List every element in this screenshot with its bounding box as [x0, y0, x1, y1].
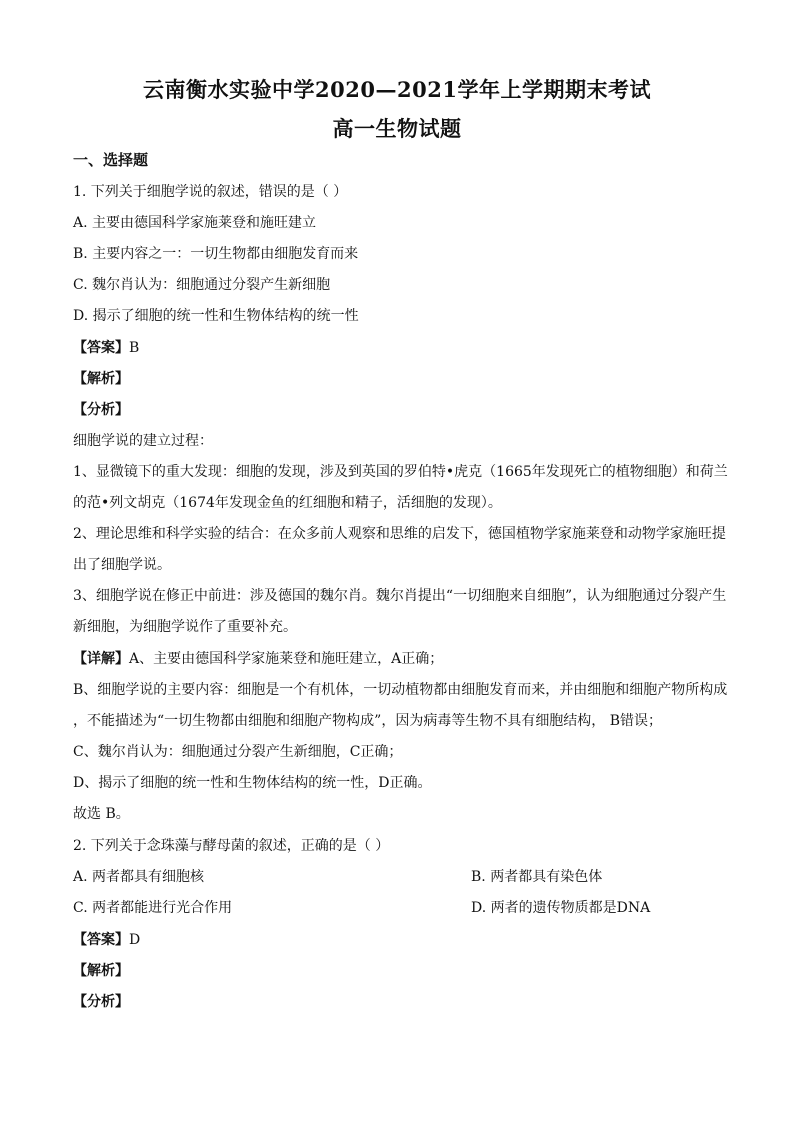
answer-value: B: [129, 340, 140, 356]
q1-detail-line: C、魏尔肖认为：细胞通过分裂产生新细胞，C正确；: [73, 744, 403, 760]
q1-option-d: D. 揭示了细胞的统一性和生物体结构的统一性: [73, 308, 359, 324]
q1-conclusion: 故选 B。: [73, 806, 130, 822]
q1-analysis-line: 3、细胞学说在修正中前进：涉及德国的魏尔肖。魏尔肖提出“一切细胞来自细胞”，认为细胞通过分裂产生: [73, 588, 727, 604]
q2-jiexi-tag: 【解析】: [73, 963, 129, 979]
q1-analysis-line: 的范•列文胡克（1674年发现金鱼的红细胞和精子，活细胞的发现）。: [73, 495, 502, 511]
q1-detail-first: [73, 649, 723, 669]
q1-option-c: C. 魏尔肖认为：细胞通过分裂产生新细胞: [73, 277, 331, 293]
answer-tag: 【答案】: [73, 932, 129, 948]
detail-tag: 【详解】: [73, 651, 129, 667]
q1-detail-line: D、揭示了细胞的统一性和生物体结构的统一性，D正确。: [73, 775, 432, 791]
q1-answer: [73, 338, 723, 358]
answer-tag: 【答案】: [73, 340, 129, 356]
detail-text: A、主要由德国科学家施莱登和施旺建立，A正确；: [129, 651, 444, 667]
q2-option-c: C. 两者都能进行光合作用: [73, 900, 233, 916]
q2-option-b: B. 两者都具有染色体: [471, 869, 603, 885]
q1-fenxi-tag: 【分析】: [73, 402, 129, 418]
q2-option-a: A. 两者都具有细胞核: [73, 869, 205, 885]
q1-analysis-line: 1、显微镜下的重大发现：细胞的发现，涉及到英国的罗伯特•虎克（1665年发现死亡的植物细胞）和荷兰: [73, 464, 728, 480]
exam-subtitle: 高一生物试题: [332, 116, 462, 141]
q2-answer: [73, 930, 723, 950]
q1-analysis-line: 2、理论思维和科学实验的结合：在众多前人观察和思维的启发下，德国植物学家施莱登和动物学家施旺提: [73, 526, 726, 542]
q1-analysis-line: 出了细胞学说。: [73, 557, 171, 573]
q1-jiexi-tag: 【解析】: [73, 371, 129, 387]
q1-option-a: A. 主要由德国科学家施莱登和施旺建立: [73, 215, 317, 231]
answer-value: D: [129, 932, 141, 948]
q1-detail-line: B、细胞学说的主要内容：细胞是一个有机体，一切动植物都由细胞发育而来，并由细胞和细胞产物所构成: [73, 682, 728, 698]
q1-detail-line: ，不能描述为“一切生物都由细胞和细胞产物构成”，因为病毒等生物不具有细胞结构， B错误；: [73, 713, 663, 729]
q2-options-row-1: [73, 867, 723, 887]
q2-fenxi-tag: 【分析】: [73, 994, 129, 1010]
section-heading: 一、选择题: [73, 151, 149, 169]
q2-option-d: D. 两者的遗传物质都是DNA: [471, 900, 651, 916]
q1-option-b: B. 主要内容之一：一切生物都由细胞发育而来: [73, 246, 359, 262]
q2-stem: 2. 下列关于念珠藻与酵母菌的叙述，正确的是（ ）: [73, 838, 390, 854]
exam-title: 云南衡水实验中学2020—2021学年上学期期末考试: [143, 77, 651, 102]
q2-options-row-2: [73, 898, 723, 918]
q1-analysis-line: 细胞学说的建立过程：: [73, 433, 213, 449]
q1-stem: 1. 下列关于细胞学说的叙述，错误的是（ ）: [73, 184, 348, 200]
q1-analysis-line: 新细胞，为细胞学说作了重要补充。: [73, 619, 297, 635]
